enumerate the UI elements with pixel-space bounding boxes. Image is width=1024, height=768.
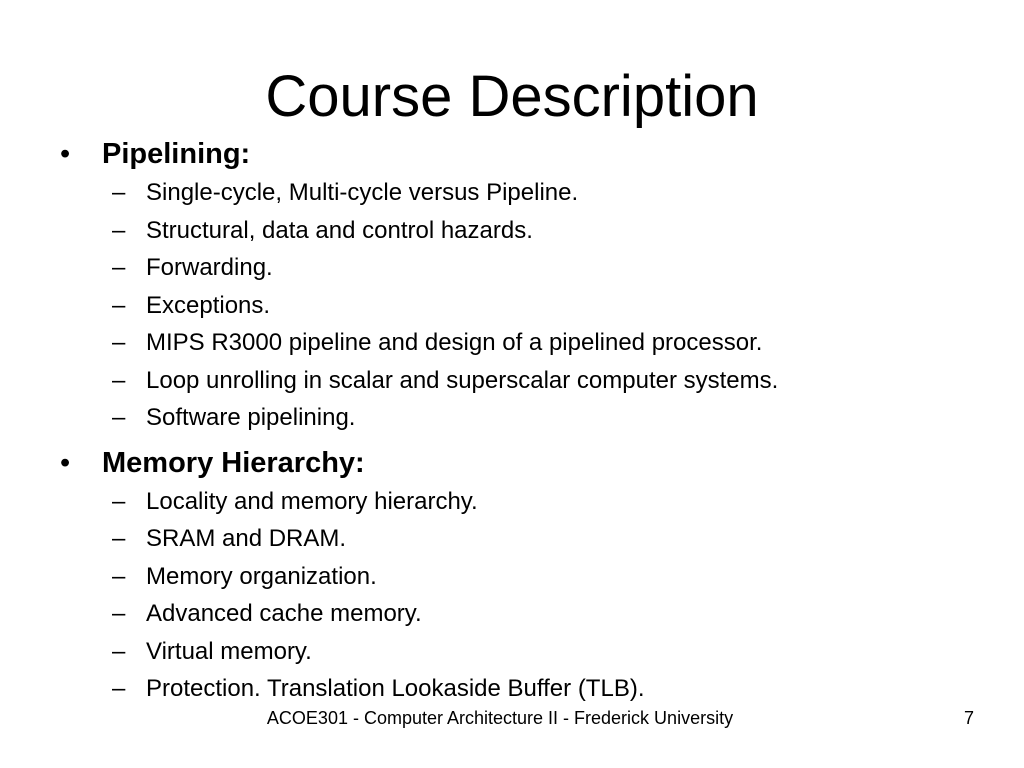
- list-item: [60, 520, 980, 558]
- dash-icon: –: [112, 179, 126, 206]
- dash-icon: –: [112, 487, 126, 515]
- list-item: [60, 212, 980, 250]
- section-pipelining: [60, 134, 980, 437]
- dash-icon: –: [112, 366, 126, 394]
- list-item: [60, 670, 980, 708]
- list-item-text: Loop unrolling in scalar and superscalar computer systems.: [146, 366, 779, 394]
- list-item: [60, 324, 980, 362]
- section-heading: [60, 134, 980, 174]
- list-item: [60, 558, 980, 596]
- slide-content: [60, 134, 980, 714]
- sub-bullet-list: [60, 483, 980, 708]
- dash-icon: –: [112, 562, 126, 590]
- list-item: [60, 633, 980, 671]
- list-item-text: Software pipelining.: [146, 404, 356, 431]
- footer-text: ACOE301 - Computer Architecture II - Frederick University: [266, 708, 734, 728]
- dash-icon: –: [112, 600, 126, 627]
- dash-icon: –: [112, 216, 126, 244]
- sub-bullet-list: [60, 174, 980, 437]
- list-item: [60, 483, 980, 521]
- list-item-text: Virtual memory.: [146, 637, 312, 665]
- slide-title: Course Description: [265, 64, 759, 129]
- list-item: [60, 249, 980, 287]
- section-heading-text: Pipelining:: [102, 138, 251, 170]
- dash-icon: –: [112, 637, 126, 665]
- list-item-text: Advanced cache memory.: [146, 600, 422, 627]
- page-number: 7: [963, 708, 974, 728]
- list-item-text: SRAM and DRAM.: [146, 525, 347, 552]
- dash-icon: –: [112, 675, 126, 702]
- dash-icon: –: [112, 254, 126, 281]
- section-heading: [60, 443, 980, 483]
- section-memory-hierarchy: [60, 443, 980, 708]
- list-item: [60, 595, 980, 633]
- list-item-text: Structural, data and control hazards.: [146, 216, 533, 244]
- list-item-text: Memory organization.: [146, 562, 377, 590]
- bullet-icon: •: [60, 138, 71, 170]
- bullet-icon: •: [60, 446, 71, 479]
- list-item-text: Locality and memory hierarchy.: [146, 487, 478, 515]
- list-item: [60, 399, 980, 437]
- dash-icon: –: [112, 404, 126, 431]
- list-item: [60, 174, 980, 212]
- list-item: [60, 362, 980, 400]
- list-item: [60, 287, 980, 325]
- list-item-text: Forwarding.: [146, 254, 273, 281]
- list-item-text: Protection. Translation Lookaside Buffer (TLB).: [146, 675, 645, 702]
- dash-icon: –: [112, 525, 126, 552]
- list-item-text: MIPS R3000 pipeline and design of a pipelined processor.: [146, 329, 763, 356]
- dash-icon: –: [112, 329, 126, 356]
- list-item-text: Exceptions.: [146, 291, 271, 319]
- list-item-text: Single-cycle, Multi-cycle versus Pipeline.: [146, 179, 579, 206]
- section-heading-text: Memory Hierarchy:: [102, 446, 365, 479]
- dash-icon: –: [112, 291, 126, 319]
